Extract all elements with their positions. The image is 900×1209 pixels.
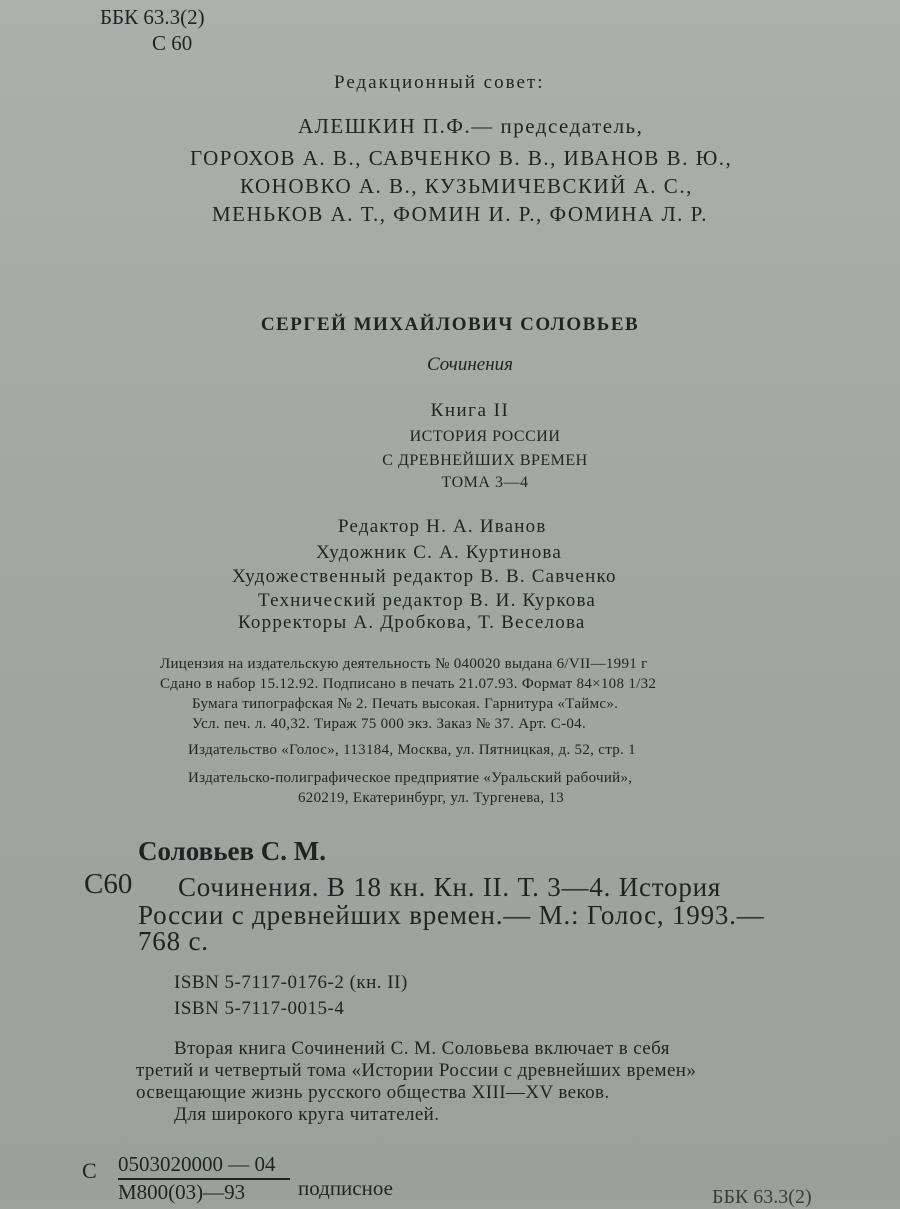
- artist-credit: Художник С. А. Куртинова: [316, 542, 562, 563]
- author-name: СЕРГЕЙ МИХАЙЛОВИЧ СОЛОВЬЕВ: [260, 314, 640, 335]
- paper-line: Бумага типографская № 2. Печать высокая. Гарнитура «Таймс».: [192, 696, 619, 712]
- book-number: Книга II: [430, 400, 510, 421]
- isbn-book: ISBN 5-7117-0176-2 (кн. II): [174, 972, 408, 993]
- council-line-2: ГОРОХОВ А. В., САВЧЕНКО В. В., ИВАНОВ В. Ю.,: [190, 146, 733, 170]
- annotation-line-2: третий и четвертый тома «Истории России с древнейших времен»: [136, 1060, 697, 1081]
- annotation-line-3: освещающие жизнь русского общества XIII—XV веков.: [136, 1082, 610, 1103]
- bbk-classification: [100, 4, 205, 56]
- council-line-1: АЛЕШКИН П.Ф.— председатель,: [298, 114, 644, 138]
- card-code: С60: [84, 868, 133, 900]
- annotation-line-1: Вторая книга Сочинений С. М. Соловьева включает в себя: [174, 1038, 670, 1059]
- tech-editor-credit: Технический редактор В. И. Куркова: [258, 590, 597, 611]
- works-title: Сочинения: [427, 354, 513, 375]
- print-line: Усл. печ. л. 40,32. Тираж 75 000 экз. Заказ № 37. Арт. С-04.: [192, 716, 587, 732]
- license-line: Лицензия на издательскую деятельность № 040020 выдана 6/VII—1991 г: [160, 656, 648, 672]
- footer-letter: С: [82, 1158, 97, 1183]
- bbk-corner-partial: ББК 63.3(2): [712, 1186, 812, 1208]
- author-mark: С 60: [152, 31, 193, 55]
- editorial-council-title: Редакционный совет:: [334, 72, 545, 93]
- art-editor-credit: Художественный редактор В. В. Савченко: [232, 566, 617, 587]
- volumes-label: ТОМА 3—4: [441, 474, 529, 491]
- subtitle-line-1: ИСТОРИЯ РОССИИ: [409, 428, 561, 445]
- proofreaders-credit: Корректоры А. Дробкова, Т. Веселова: [238, 612, 586, 633]
- annotation-line-4: Для широкого круга читателей.: [174, 1104, 440, 1125]
- card-line-1: Сочинения. В 18 кн. Кн. II. Т. 3—4. История: [178, 872, 722, 902]
- card-author: Соловьев С. М.: [138, 836, 327, 866]
- footer-denominator: М800(03)—93: [118, 1180, 246, 1204]
- card-line-2: России с древнейших времен.— М.: Голос, 1993.—: [138, 900, 765, 930]
- council-line-4: МЕНЬКОВ А. Т., ФОМИН И. Р., ФОМИНА Л. Р.: [212, 202, 708, 226]
- bbk-code: ББК 63.3(2): [100, 5, 205, 29]
- printer-line-1: Издательско-полиграфическое предприятие «Уральский рабочий»,: [188, 770, 633, 786]
- subscription-label: подписное: [298, 1176, 393, 1200]
- printer-line-2: 620219, Екатеринбург, ул. Тургенева, 13: [298, 790, 565, 806]
- card-line-3: 768 с.: [138, 926, 209, 956]
- isbn-series: ISBN 5-7117-0015-4: [174, 998, 345, 1019]
- publisher-line: Издательство «Голос», 113184, Москва, ул. Пятницкая, д. 52, стр. 1: [188, 742, 636, 758]
- footer-numerator: 0503020000 — 04: [118, 1152, 276, 1176]
- dates-line: Сдано в набор 15.12.92. Подписано в печать 21.07.93. Формат 84×108 1/32: [160, 676, 657, 692]
- council-line-3: КОНОВКО А. В., КУЗЬМИЧЕВСКИЙ А. С.,: [240, 174, 693, 198]
- editor-credit: Редактор Н. А. Иванов: [338, 516, 547, 537]
- subtitle-line-2: С ДРЕВНЕЙШИХ ВРЕМЕН: [382, 452, 588, 469]
